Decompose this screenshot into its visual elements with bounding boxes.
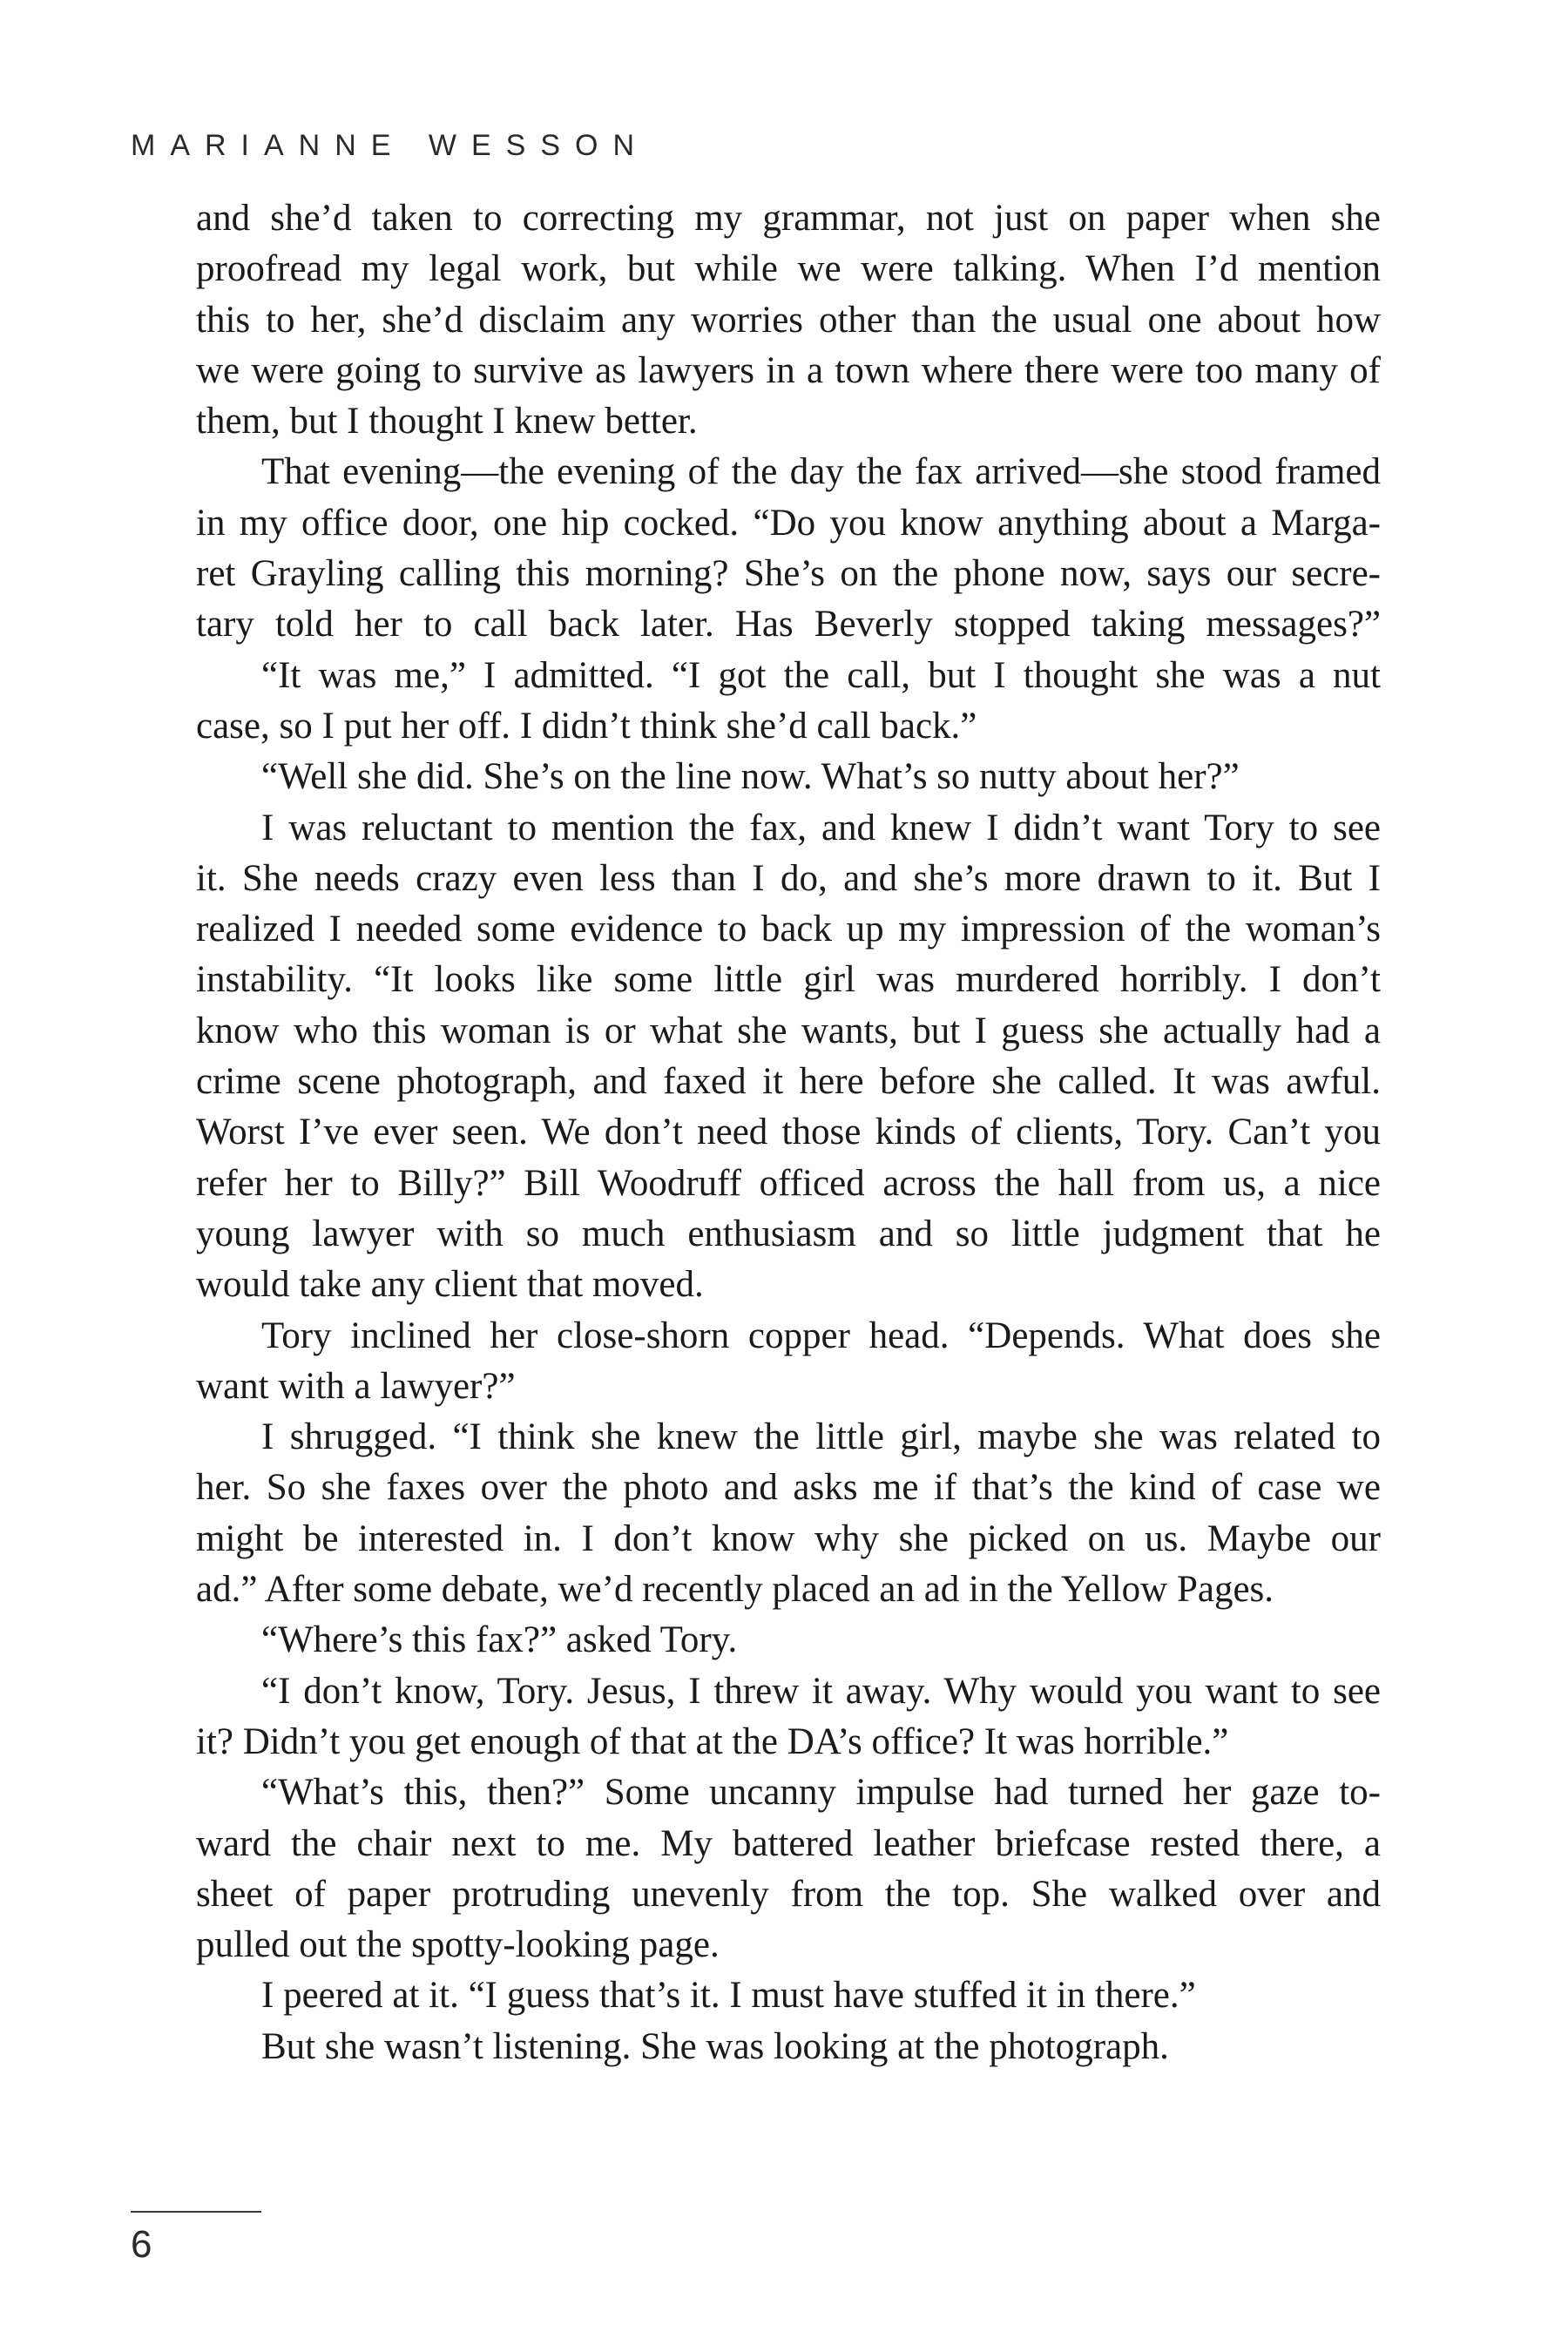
text-line: I shrugged. “I think she knew the little girl, maybe she was related to (261, 1416, 1381, 1458)
text-line: it? Didn’t you get enough of that at the DA’s office? It was horrible.” (196, 1720, 1229, 1762)
text-line: But she wasn’t listening. She was looking at the photograph. (261, 2025, 1169, 2067)
text-line: this to her, she’d disclaim any worries other than the usual one about how (196, 299, 1381, 341)
text-line: know who this woman is or what she wants, but I guess she actually had a (196, 1010, 1381, 1051)
text-line: I was reluctant to mention the fax, and knew I didn’t want Tory to see (261, 807, 1381, 848)
text-line: “I don’t know, Tory. Jesus, I threw it away. Why would you want to see (261, 1670, 1381, 1712)
text-line: ret Grayling calling this morning? She’s on the phone now, says our secre- (196, 553, 1381, 595)
text-line: Tory inclined her close-shorn copper head. “Depends. What does she (261, 1315, 1381, 1356)
body-text (196, 193, 1381, 2072)
text-line: “Where’s this fax?” asked Tory. (261, 1619, 738, 1661)
text-line: realized I needed some evidence to back up my impression of the woman’s (196, 909, 1381, 950)
text-line: “What’s this, then?” Some uncanny impulse had turned her gaze to- (261, 1772, 1381, 1814)
text-line: ad.” After some debate, we’d recently placed an ad in the Yellow Pages. (196, 1569, 1274, 1611)
text-line: sheet of paper protruding unevenly from the top. She walked over and (196, 1873, 1381, 1915)
text-line: in my office door, one hip cocked. “Do you know anything about a Marga- (196, 502, 1381, 544)
text-line: instability. “It looks like some little girl was murdered horribly. I don’t (196, 959, 1381, 1001)
text-line: “Well she did. She’s on the line now. What’s so nutty about her?” (261, 756, 1240, 798)
page-number: 6 (131, 2223, 152, 2266)
text-line: might be interested in. I don’t know why she picked on us. Maybe our (196, 1517, 1381, 1559)
text-line: want with a lawyer?” (196, 1365, 516, 1407)
text-line: That evening—the evening of the day the fax arrived—she stood framed (261, 451, 1381, 493)
text-line: it. She needs crazy even less than I do, and she’s more drawn to it. But I (196, 857, 1381, 899)
text-line: her. So she faxes over the photo and asks me if that’s the kind of case we (196, 1467, 1381, 1509)
text-line: case, so I put her off. I didn’t think she’d call back.” (196, 705, 977, 747)
folio-rule (131, 2211, 261, 2213)
text-line: I peered at it. “I guess that’s it. I must have stuffed it in there.” (261, 1975, 1196, 2017)
text-line: pulled out the spotty-looking page. (196, 1924, 720, 1966)
running-head: MARIANNE WESSON (131, 129, 650, 162)
text-line: tary told her to call back later. Has Beverly stopped taking messages?” (196, 604, 1381, 645)
text-line: young lawyer with so much enthusiasm and so little judgment that he (196, 1213, 1381, 1254)
text-line: crime scene photograph, and faxed it here before she called. It was awful. (196, 1061, 1381, 1103)
text-line: refer her to Billy?” Bill Woodruff officed across the hall from us, a nice (196, 1162, 1381, 1204)
text-line: and she’d taken to correcting my grammar, not just on paper when she (196, 198, 1381, 239)
text-line: Worst I’ve ever seen. We don’t need those kinds of clients, Tory. Can’t you (196, 1112, 1381, 1153)
text-line: “It was me,” I admitted. “I got the call, but I thought she was a nut (261, 654, 1381, 696)
text-line: would take any client that moved. (196, 1264, 704, 1306)
text-line: ward the chair next to me. My battered leather briefcase rested there, a (196, 1822, 1381, 1864)
text-line: them, but I thought I knew better. (196, 401, 698, 443)
text-line: we were going to survive as lawyers in a town where there were too many of (196, 349, 1381, 391)
text-line: proofread my legal work, but while we were talking. When I’d mention (196, 248, 1381, 290)
